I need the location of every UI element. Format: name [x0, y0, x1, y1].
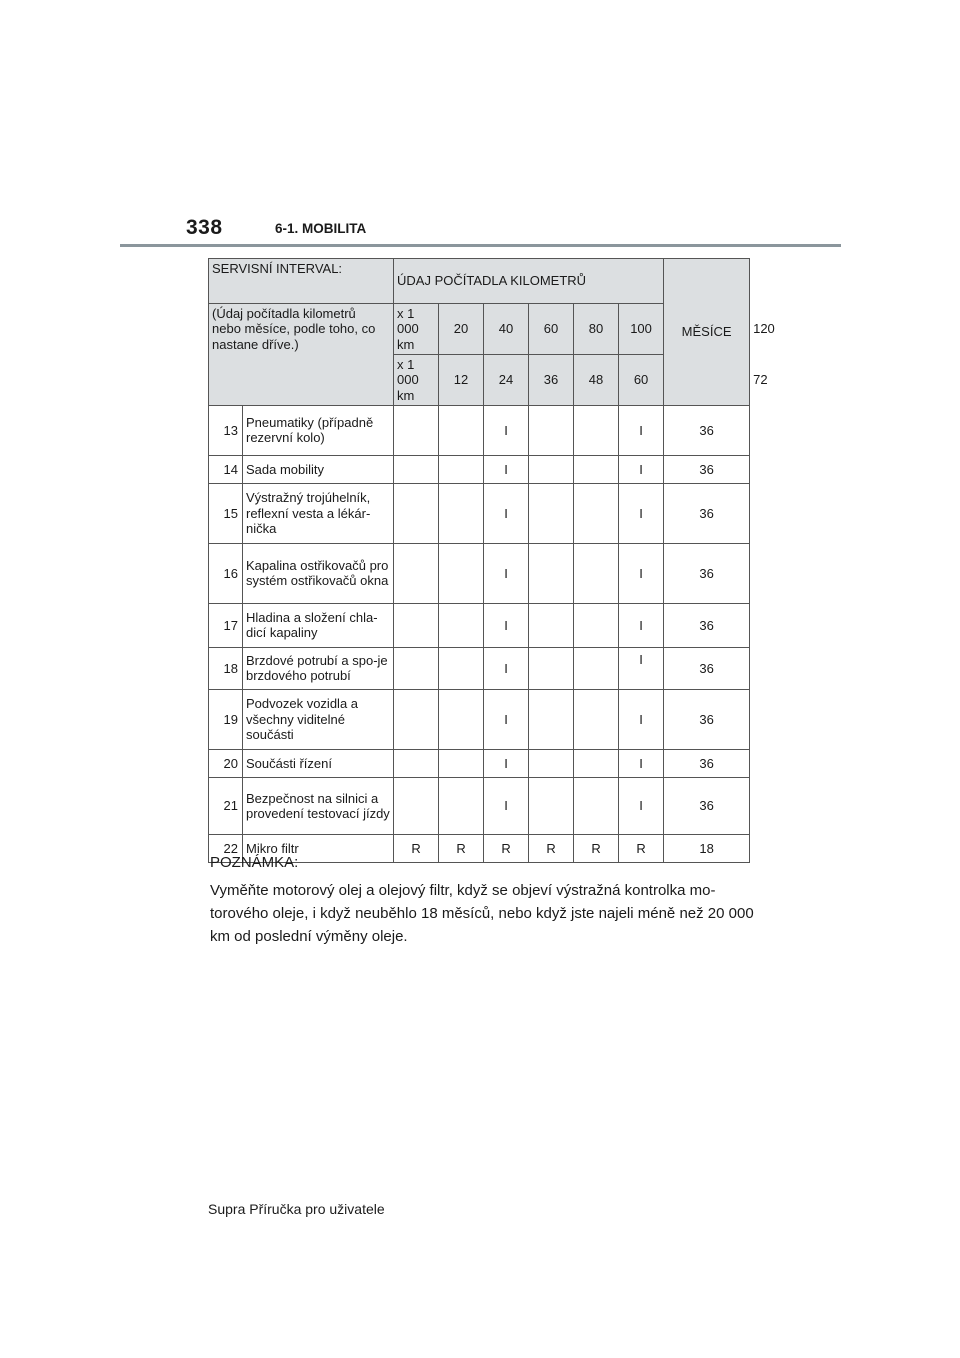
- service-mark: I: [484, 777, 529, 834]
- table-row: [209, 647, 750, 689]
- item-number: 15: [209, 483, 243, 543]
- item-description: Mikro filtr: [243, 834, 394, 862]
- service-mark: [529, 749, 574, 777]
- note-text: Vyměňte motorový olej a olejový filtr, když se objeví výstražná kontrolka mo-torového oleje, i když neuběhlo 18 měsíců, nebo když jste najeli méně než 20 000 km od poslední výměny oleje.: [210, 882, 754, 945]
- service-mark: [574, 483, 619, 543]
- service-mark: [529, 405, 574, 455]
- service-mark: [529, 603, 574, 647]
- km-value: 60: [619, 354, 664, 405]
- item-description: Součásti řízení: [243, 749, 394, 777]
- table-row: [209, 405, 750, 455]
- service-mark: [394, 689, 439, 749]
- interval-label: SERVISNÍ INTERVAL:: [209, 259, 394, 304]
- service-mark: R: [394, 834, 439, 862]
- item-number: 17: [209, 603, 243, 647]
- table-row: [209, 455, 750, 483]
- service-mark: R: [529, 834, 574, 862]
- item-number: 14: [209, 455, 243, 483]
- service-mark: [574, 603, 619, 647]
- service-mark: [439, 483, 484, 543]
- table-row: [209, 749, 750, 777]
- service-mark: [439, 405, 484, 455]
- item-number: 20: [209, 749, 243, 777]
- item-description: Sada mobility: [243, 455, 394, 483]
- months-value: 36: [664, 749, 750, 777]
- service-mark: I: [619, 405, 664, 455]
- table-row: [209, 777, 750, 834]
- service-mark: [439, 543, 484, 603]
- service-mark: [574, 689, 619, 749]
- months-value: 36: [664, 777, 750, 834]
- months-label: MĚSÍCE: [664, 259, 750, 406]
- section-title: 6-1. MOBILITA: [275, 221, 367, 236]
- page-number: 338: [186, 216, 223, 239]
- table-row: [209, 543, 750, 603]
- item-description: Hladina a složení chla-dicí kapaliny: [243, 603, 394, 647]
- service-mark: [529, 647, 574, 689]
- service-mark: I: [484, 647, 529, 689]
- service-mark: [529, 689, 574, 749]
- months-value: 36: [664, 689, 750, 749]
- service-mark: [574, 455, 619, 483]
- header-divider: [120, 244, 841, 247]
- item-number: 22: [209, 834, 243, 862]
- service-mark: I: [619, 455, 664, 483]
- service-mark: [394, 749, 439, 777]
- service-mark: I: [484, 483, 529, 543]
- service-mark: [394, 647, 439, 689]
- km-row-2: x 1 000 km 12 24 36 48 60 72: [209, 354, 750, 405]
- service-mark: [439, 689, 484, 749]
- service-mark: [439, 647, 484, 689]
- item-description: Podvozek vozidla a všechny viditelné součásti: [243, 689, 394, 749]
- km-value: 36: [529, 354, 574, 405]
- service-mark: [439, 749, 484, 777]
- service-mark: [574, 405, 619, 455]
- service-mark: [394, 483, 439, 543]
- service-mark: I: [619, 603, 664, 647]
- km-value: 60: [529, 304, 574, 355]
- unit-label: x 1 000 km: [394, 354, 439, 405]
- service-mark: I: [484, 543, 529, 603]
- table-row: [209, 483, 750, 543]
- item-number: 19: [209, 689, 243, 749]
- service-mark: I: [619, 647, 664, 689]
- months-value: 36: [664, 455, 750, 483]
- service-mark: I: [619, 543, 664, 603]
- service-mark: [529, 483, 574, 543]
- item-description: Kapalina ostřikovačů pro systém ostřikovačů okna: [243, 543, 394, 603]
- item-number: 21: [209, 777, 243, 834]
- km-value: 24: [484, 354, 529, 405]
- service-mark: [394, 543, 439, 603]
- service-mark: R: [439, 834, 484, 862]
- service-mark: I: [619, 483, 664, 543]
- item-number: 13: [209, 405, 243, 455]
- service-mark: I: [484, 689, 529, 749]
- months-value: 36: [664, 543, 750, 603]
- odometer-label: ÚDAJ POČÍTADLA KILOMETRŮ: [394, 259, 664, 304]
- service-mark: I: [484, 455, 529, 483]
- service-mark: R: [484, 834, 529, 862]
- footer-text: Supra Příručka pro uživatele: [208, 1201, 385, 1217]
- service-mark: [529, 455, 574, 483]
- km-value: 20: [439, 304, 484, 355]
- service-mark: [574, 777, 619, 834]
- table-row: [209, 603, 750, 647]
- service-mark: [394, 777, 439, 834]
- service-mark: [439, 777, 484, 834]
- service-mark: [439, 455, 484, 483]
- months-value: 36: [664, 603, 750, 647]
- item-description: Brzdové potrubí a spo-je brzdového potrubí: [243, 647, 394, 689]
- table-row: [209, 689, 750, 749]
- item-description: Pneumatiky (případně rezervní kolo): [243, 405, 394, 455]
- months-value: 36: [664, 405, 750, 455]
- item-description: Výstražný trojúhelník, reflexní vesta a lékár-nička: [243, 483, 394, 543]
- header-row: [209, 259, 750, 304]
- service-mark: [394, 405, 439, 455]
- service-mark: I: [484, 603, 529, 647]
- service-mark: R: [619, 834, 664, 862]
- months-value: 36: [664, 647, 750, 689]
- km-value: 40: [484, 304, 529, 355]
- km-row-1: (Údaj počítadla kilometrů nebo měsíce, podle toho, co nastane dříve.) x 1 000 km 20 40 60 80 100 120: [209, 304, 750, 355]
- service-mark: R: [574, 834, 619, 862]
- service-mark: I: [484, 405, 529, 455]
- service-mark: [574, 749, 619, 777]
- months-value: 18: [664, 834, 750, 862]
- km-value: 100: [619, 304, 664, 355]
- service-mark: [394, 603, 439, 647]
- km-value: 80: [574, 304, 619, 355]
- service-mark: [394, 455, 439, 483]
- service-mark: I: [619, 749, 664, 777]
- service-mark: [529, 543, 574, 603]
- service-mark: [439, 603, 484, 647]
- unit-label: x 1 000 km: [394, 304, 439, 355]
- service-interval-table: [208, 258, 775, 863]
- service-mark: I: [619, 689, 664, 749]
- note-label: POZNÁMKA:: [210, 854, 299, 871]
- service-mark: [529, 777, 574, 834]
- service-mark: [574, 543, 619, 603]
- item-number: 16: [209, 543, 243, 603]
- months-value: 36: [664, 483, 750, 543]
- service-mark: I: [484, 749, 529, 777]
- item-description: Bezpečnost na silnici a provedení testovací jízdy: [243, 777, 394, 834]
- item-number: 18: [209, 647, 243, 689]
- km-value: 12: [439, 354, 484, 405]
- service-mark: I: [619, 777, 664, 834]
- service-mark: [574, 647, 619, 689]
- km-value: 48: [574, 354, 619, 405]
- interval-note: (Údaj počítadla kilometrů nebo měsíce, podle toho, co nastane dříve.): [209, 304, 394, 406]
